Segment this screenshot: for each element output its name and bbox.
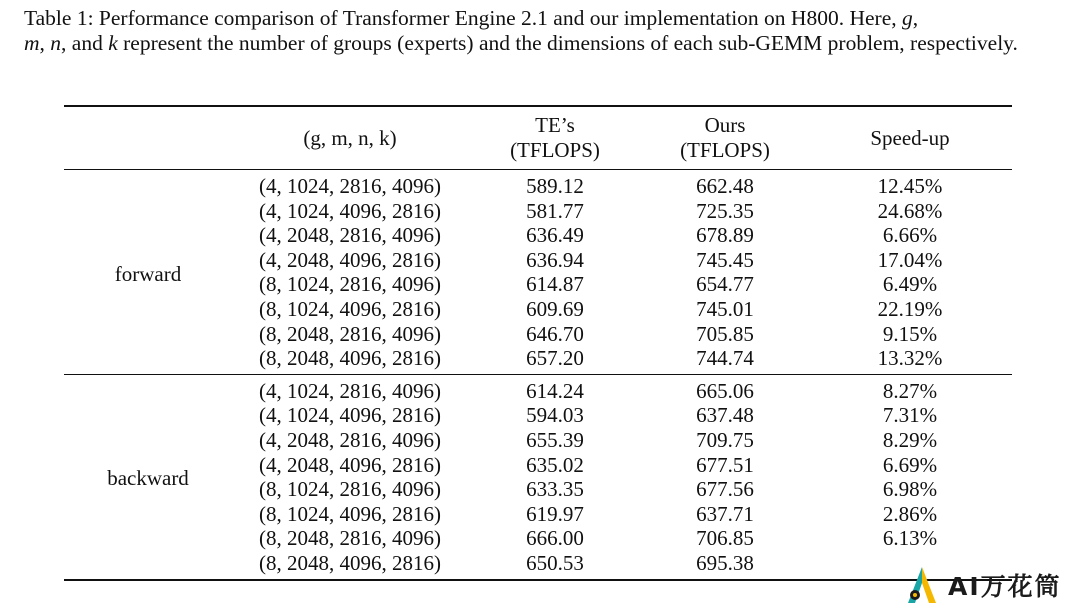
table-body — [64, 170, 1012, 580]
params-cell: (4, 2048, 2816, 4096) — [259, 427, 441, 452]
params-cell: (4, 1024, 2816, 4096) — [259, 378, 441, 403]
performance-table — [64, 105, 1012, 581]
te-tflops-cell: 636.94 — [526, 247, 584, 272]
params-cell: (4, 2048, 4096, 2816) — [259, 247, 441, 272]
params-cell: (4, 1024, 4096, 2816) — [259, 198, 441, 223]
te-tflops-cell: 636.49 — [526, 223, 584, 248]
ours-tflops-cell: 637.71 — [696, 501, 754, 526]
header-params: (g, m, n, k) — [303, 125, 397, 150]
speedup-cell: 6.69% — [882, 452, 938, 477]
te-tflops-cell: 633.35 — [526, 477, 584, 502]
params-cell: (8, 2048, 2816, 4096) — [259, 321, 441, 346]
params-cell: (4, 2048, 2816, 4096) — [259, 223, 441, 248]
speedup-cell: 17.04% — [877, 247, 943, 272]
speedup-cell: 6.49% — [882, 272, 938, 297]
speedup-cell: 9.15% — [882, 321, 938, 346]
group-label-forward: forward — [114, 261, 182, 286]
ours-tflops-cell: 709.75 — [696, 427, 754, 452]
te-tflops-cell: 655.39 — [526, 427, 584, 452]
header-te — [468, 106, 642, 170]
header-ours — [642, 106, 808, 170]
header-direction — [64, 106, 232, 170]
ours-tflops-cell: 677.56 — [696, 477, 754, 502]
speedup-cell: 8.27% — [882, 378, 938, 403]
caption-sep-2: , — [39, 31, 51, 55]
speedup-cell: 24.68% — [877, 198, 943, 223]
params-cell: (8, 2048, 4096, 2816) — [259, 346, 441, 371]
speedup-cell: 6.66% — [882, 223, 938, 248]
ours-tflops-cell: 678.89 — [696, 223, 754, 248]
speedup-cell: 2.86% — [882, 501, 938, 526]
params-cell: (4, 1024, 4096, 2816) — [259, 403, 441, 428]
watermark — [900, 560, 1076, 610]
ours-tflops-cell: 677.51 — [696, 452, 754, 477]
caption-var-n: n — [50, 31, 62, 55]
te-tflops-cell: 650.53 — [526, 550, 584, 575]
caption-sep-1: , — [912, 6, 919, 30]
caption-sep-3: , and — [61, 31, 109, 55]
te-tflops-cell: 646.70 — [526, 321, 584, 346]
header-ours-line2: (TFLOPS) — [680, 138, 770, 162]
header-te-line2: (TFLOPS) — [510, 138, 600, 162]
params-cell: (8, 2048, 2816, 4096) — [259, 526, 441, 551]
header-speedup: Speed-up — [870, 125, 950, 150]
params-cell: (8, 1024, 2816, 4096) — [259, 477, 441, 502]
params-cell: (8, 2048, 4096, 2816) — [259, 550, 441, 575]
te-tflops-cell: 635.02 — [526, 452, 584, 477]
caption-text-2: represent the number of groups (experts) and the dimensions of each sub-GEMM problem, respectively. — [117, 31, 1018, 55]
ours-tflops-cell: 706.85 — [696, 526, 754, 551]
caption-var-g: g — [901, 6, 913, 30]
header-te-line1: TE’s — [535, 113, 575, 138]
te-tflops-cell: 614.87 — [526, 272, 584, 297]
speedup-cell: 6.98% — [882, 477, 938, 502]
group-label-backward: backward — [107, 466, 189, 491]
ours-tflops-cell: 745.01 — [696, 296, 754, 321]
table-row — [64, 170, 1012, 199]
table-caption — [24, 6, 1060, 56]
te-tflops-cell: 666.00 — [526, 526, 584, 551]
ours-tflops-cell: 662.48 — [696, 174, 754, 198]
params-cell: (8, 1024, 2816, 4096) — [259, 272, 441, 297]
te-tflops-cell: 619.97 — [526, 501, 584, 526]
caption-text-1: Table 1: Performance comparison of Transformer Engine 2.1 and our implementation on H800. Here, — [24, 6, 902, 30]
speedup-cell: 12.45% — [877, 174, 943, 198]
params-cell: (4, 2048, 4096, 2816) — [259, 452, 441, 477]
te-tflops-cell: 594.03 — [526, 403, 584, 428]
speedup-cell: 7.31% — [882, 403, 938, 428]
ours-tflops-cell: 744.74 — [696, 346, 754, 371]
ours-tflops-cell: 654.77 — [696, 272, 754, 297]
ours-tflops-cell: 745.45 — [696, 247, 754, 272]
te-tflops-cell: 657.20 — [526, 346, 584, 371]
table-row — [64, 374, 1012, 403]
watermark-text: AI万花筒 — [948, 572, 1062, 601]
speedup-cell: 6.13% — [882, 526, 938, 551]
params-cell: (4, 1024, 2816, 4096) — [259, 174, 441, 198]
ours-tflops-cell: 725.35 — [696, 198, 754, 223]
params-cell: (8, 1024, 4096, 2816) — [259, 501, 441, 526]
caption-var-m: m — [24, 31, 40, 55]
speedup-cell: 22.19% — [877, 296, 943, 321]
ours-tflops-cell: 665.06 — [696, 378, 754, 403]
te-tflops-cell: 581.77 — [526, 198, 584, 223]
ours-tflops-cell: 705.85 — [696, 321, 754, 346]
header-ours-line1: Ours — [704, 113, 746, 138]
caption-var-k: k — [108, 31, 118, 55]
ours-tflops-cell: 637.48 — [696, 403, 754, 428]
table-header-row — [64, 106, 1012, 170]
te-tflops-cell: 614.24 — [526, 378, 584, 403]
watermark-logo-icon — [900, 563, 944, 607]
ours-tflops-cell: 695.38 — [696, 550, 754, 575]
params-cell: (8, 1024, 4096, 2816) — [259, 296, 441, 321]
te-tflops-cell: 609.69 — [526, 296, 584, 321]
te-tflops-cell: 589.12 — [526, 174, 584, 198]
speedup-cell: 8.29% — [882, 427, 938, 452]
speedup-cell: 13.32% — [877, 346, 943, 371]
